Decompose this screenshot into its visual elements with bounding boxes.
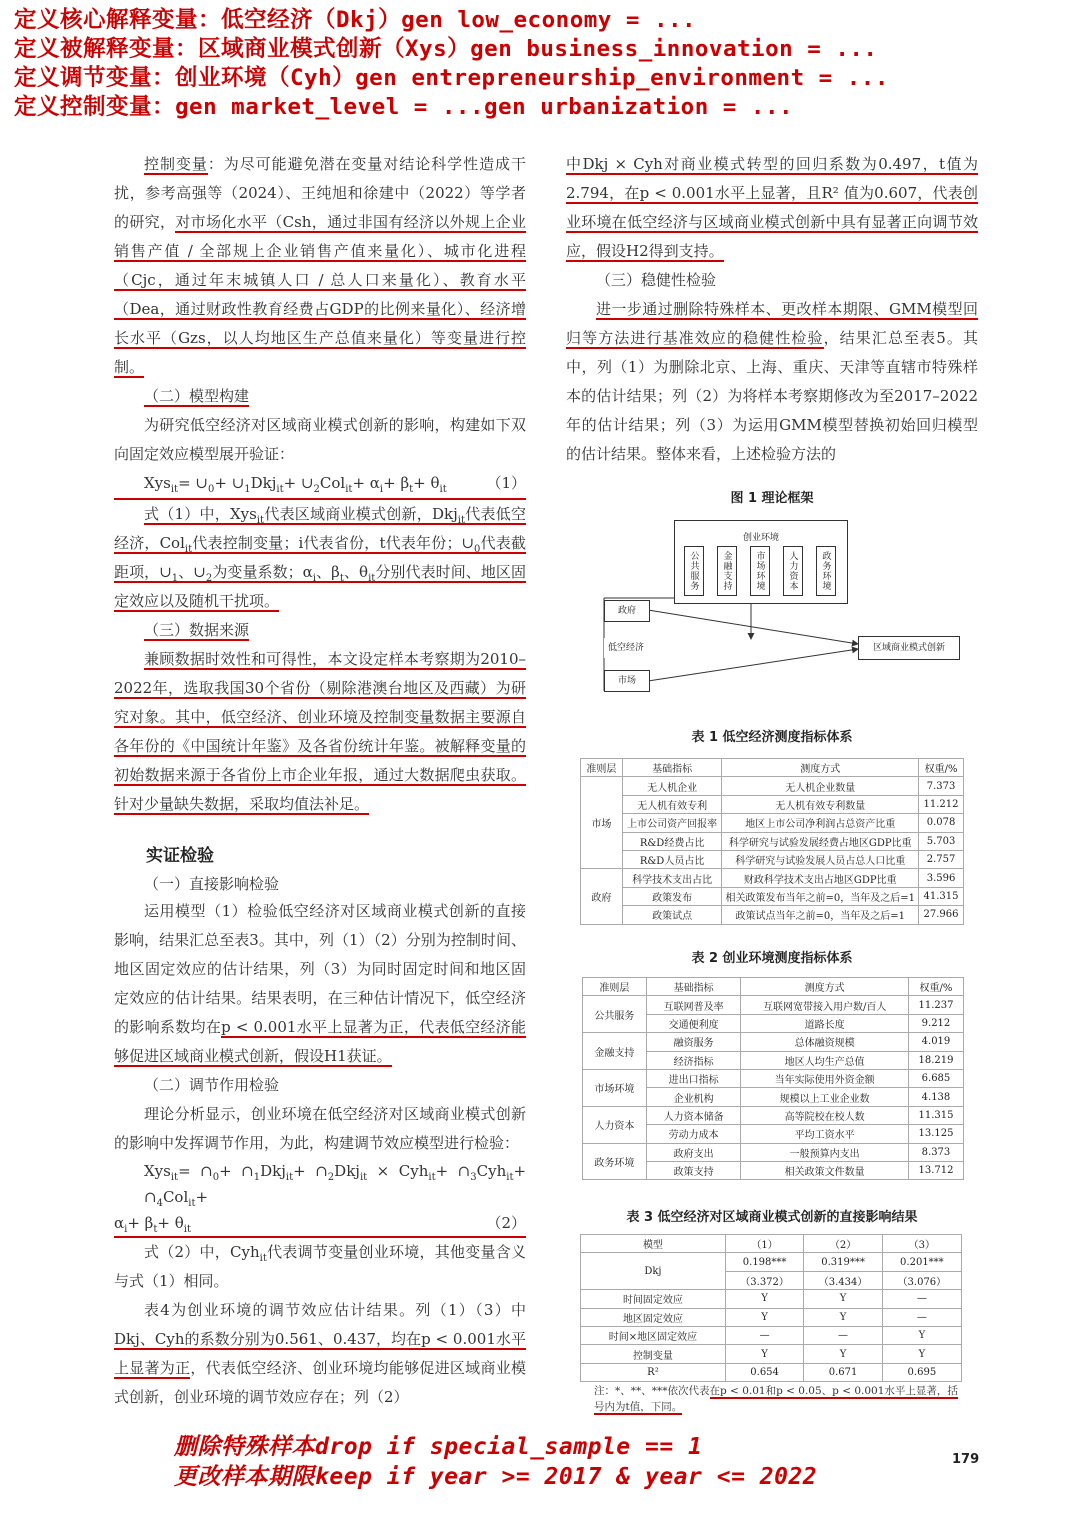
table-cell: 9.212 (908, 1014, 963, 1032)
table-header-cell: 准则层 (583, 978, 647, 996)
moderate-paragraph: 理论分析显示，创业环境在低空经济对区域商业模式创新的影响中发挥调节作用，为此，构建调节效应模型进行检验： (114, 1105, 526, 1152)
table-cell: 无人机有效专利数量 (722, 795, 919, 813)
table-cell: 41.315 (919, 887, 964, 905)
entrepreneurship-environment-label: 创业环境 (742, 533, 779, 543)
table-cell: 5.703 (919, 832, 964, 850)
env-item-human-capital: 人力资本 (783, 546, 803, 596)
group-cell: 金融支持 (583, 1033, 647, 1070)
table-cell: 27.966 (919, 906, 964, 924)
table-header-cell: 准则层 (581, 759, 623, 777)
equation-2-explanation: 式（2）中，Cyh$_{it}$代表调节变量创业环境，其他变量含义与式（1）相同。 (114, 1243, 526, 1290)
table-cell: 11.212 (919, 795, 964, 813)
table-cell: 平均工资水平 (741, 1125, 909, 1143)
table-cell: 高等院校在校人数 (741, 1106, 909, 1124)
table-row (581, 777, 964, 795)
control-variable-paragraph: 控制变量：为尽可能避免潜在变量对结论科学性造成干扰，参考高强等（2024）、王纯旭和徐建中（2022）等学者的研究，对市场化水平（Csh，通过非国有经济以外规上企业销售产值 / 全部规上企业销售产值来量化）、城市化进程（Cjc，通过年末城镇人口 / 总人口来量化）、教育水平（Dea，通过财政性教育经费占GDP的比例来量化）、经济增长水平（Gzs，以人均地区生产总值来量化）等变量进行控制。 (114, 155, 526, 376)
model-intro: 为研究低空经济对区域商业模式创新的影响，构建如下双向固定效应模型展开验证： (114, 416, 526, 463)
table-cell: 相关政策文件数量 (741, 1161, 909, 1179)
section-moderate-heading: （二）调节作用检验 (144, 1076, 280, 1094)
table-cell: Y (725, 1345, 803, 1363)
group-cell: 政务环境 (583, 1143, 647, 1180)
table-cell: Y (882, 1345, 961, 1363)
dkj-label-cell: Dkj (581, 1253, 726, 1290)
table-header-cell: 测度方式 (722, 759, 919, 777)
equation-1-explanation: 式（1）中，Xys$_{it}$代表区域商业模式创新，Dkj$_{it}$代表低空经济，Col$_{it}$代表控制变量；i代表省份，t代表年份；$\cup_0$代表截距项，$\cup_1$、$\cup_2$为变量系数；$\alpha_i$、$\beta_t$、$\theta_{it}$分别代表时间、地区固定效应以及随机干扰项。 (114, 505, 526, 610)
t-value-cell: （3.076） (882, 1271, 961, 1289)
equation-1-number: （1） (486, 474, 526, 492)
table-cell: 政策试点 (622, 906, 722, 924)
table-row (581, 814, 964, 832)
table-cell: 劳动力成本 (646, 1125, 741, 1143)
table-cell: Y (725, 1308, 803, 1326)
table-row (583, 1143, 964, 1161)
table-2 (582, 977, 964, 1180)
table-cell: 4.138 (908, 1088, 963, 1106)
coefficient-cell: 0.198*** (725, 1253, 803, 1271)
table-cell: 3.596 (919, 869, 964, 887)
table-3-title: 表 3 低空经济对区域商业模式创新的直接影响结果 (626, 1210, 918, 1225)
table-row (581, 1253, 962, 1271)
table-row (581, 1345, 962, 1363)
table-cell: Y (804, 1290, 882, 1308)
table-row (581, 887, 964, 905)
table-cell: 财政科学技术支出占地区GDP比重 (722, 869, 919, 887)
table-cell: 互联网宽带接入用户数/百人 (741, 996, 909, 1014)
table-3-note: 注：*、**、***依次代表在p < 0.01和p < 0.05、p < 0.001水平上显著，括号内为t值，下同。 (594, 1385, 958, 1413)
section-direct-heading: （一）直接影响检验 (144, 875, 280, 893)
env-item-finance: 金融支持 (717, 546, 737, 596)
annotation-top (14, 6, 889, 122)
table-header-cell: （1） (725, 1235, 803, 1253)
section-model-heading: （二）模型构建 (144, 387, 250, 405)
table-cell: 科学技术支出占比 (622, 869, 722, 887)
section-data-heading: （三）数据来源 (144, 621, 250, 639)
table-cell: Y (725, 1290, 803, 1308)
table-header-row (583, 978, 964, 996)
direct-effect-paragraph: 运用模型（1）检验低空经济对区域商业模式创新的直接影响，结果汇总至表3。其中，列（1）（2）分别为控制时间、地区固定效应的估计结果，列（3）为同时固定时间和地区固定效应的估计结果。结果表明，在三种估计情况下，低空经济的影响系数均在p < 0.001水平上显著为正，代表低空经济能够促进区域商业模式创新，假设H1获证。 (114, 902, 526, 1065)
group-cell: 市场环境 (583, 1069, 647, 1106)
table-1 (580, 758, 964, 925)
table-cell: 7.373 (919, 777, 964, 795)
group-cell: 人力资本 (583, 1106, 647, 1143)
table4-paragraph: 表4为创业环境的调节效应估计结果。列（1）（3）中Dkj、Cyh的系数分别为0.561、0.437，均在p < 0.001水平上显著为正，代表低空经济、创业环境均能够促进区域商业模式创新，创业环境的调节效应存在；列（2） (114, 1301, 526, 1406)
left-column (114, 150, 526, 1412)
table-cell: Y (804, 1308, 882, 1326)
table-cell: 政府支出 (646, 1143, 741, 1161)
group-cell: 政府 (581, 869, 623, 924)
table-cell: 总体融资规模 (741, 1033, 909, 1051)
table-cell: 地区固定效应 (581, 1308, 726, 1326)
table-row (581, 850, 964, 868)
env-item-public-service: 公共服务 (684, 546, 704, 596)
group-cell: 公共服务 (583, 996, 647, 1033)
annotation-line: 定义调节变量：创业环境（Cyh）gen entrepreneurship_environment = ... (14, 65, 889, 91)
moderate-result-paragraph: 中Dkj × Cyh对商业模式转型的回归系数为0.497，t值为2.794，在p < 0.001水平上显著，且R² 值为0.607，代表创业环境在低空经济与区域商业模式创新中具有显著正向调节效应，假设H2得到支持。 (566, 155, 978, 260)
government-box: 政府 (604, 600, 650, 622)
table-cell: 0.654 (725, 1363, 803, 1381)
annotation-bottom (174, 1432, 817, 1492)
table-cell: 科学研究与试验发展经费占地区GDP比重 (722, 832, 919, 850)
table-cell: 人力资本储备 (646, 1106, 741, 1124)
table-cell: 上市公司资产回报率 (622, 814, 722, 832)
coefficient-cell: 0.319*** (804, 1253, 882, 1271)
low-altitude-economy-label: 低空经济 (604, 638, 648, 658)
theory-framework-diagram (596, 516, 966, 706)
table-cell: 企业机构 (646, 1088, 741, 1106)
table-cell: 进出口指标 (646, 1069, 741, 1087)
table-cell: 11.315 (908, 1106, 963, 1124)
table-row (583, 996, 964, 1014)
table-cell: 8.373 (908, 1143, 963, 1161)
table-2-title: 表 2 创业环境测度指标体系 (691, 951, 853, 966)
table-cell: 政策支持 (646, 1161, 741, 1179)
table-cell: 18.219 (908, 1051, 963, 1069)
section-robust-heading: （三）稳健性检验 (596, 271, 717, 289)
table-cell: 相关政策发布当年之前=0，当年及之后=1 (722, 887, 919, 905)
table-cell: R² (581, 1363, 726, 1381)
table-row (581, 832, 964, 850)
table-cell: R&D经费占比 (622, 832, 722, 850)
table-cell: — (725, 1326, 803, 1344)
table-cell: 0.671 (804, 1363, 882, 1381)
table-cell: 0.078 (919, 814, 964, 832)
table-header-cell: 测度方式 (741, 978, 909, 996)
table-cell: 0.695 (882, 1363, 961, 1381)
env-item-government-affairs: 政务环境 (816, 546, 836, 596)
equation-1: $Xys_{it}= \cup_0+$ $\cup_1Dkj_{it}+$ $\cup_2Col_{it}+ \alpha_i+ \beta_t+ \theta_{it}$ （1） (114, 469, 526, 500)
table-cell: 6.685 (908, 1069, 963, 1087)
table-row (581, 1308, 962, 1326)
data-source-paragraph: 兼顾数据时效性和可得性，本文设定样本考察期为2010–2022年，选取我国30个省份（剔除港澳台地区及西藏）为研究对象。其中，低空经济、创业环境及控制变量数据主要源自各年份的《中国统计年鉴》及各省份统计年鉴。被解释变量的初始数据来源于各省份上市企业年报，通过大数据爬虫获取。针对少量缺失数据，采取均值法补足。 (114, 650, 526, 813)
table-cell: Y (882, 1326, 961, 1344)
table-cell: 13.712 (908, 1161, 963, 1179)
table-cell: 道路长度 (741, 1014, 909, 1032)
table-row (581, 1290, 962, 1308)
table-header-cell: 基础指标 (622, 759, 722, 777)
table-row (583, 1106, 964, 1124)
table-cell: 控制变量 (581, 1345, 726, 1363)
figure-1-title: 图 1 理论框架 (730, 491, 814, 506)
equation-2: $Xys_{it}= \cap_0+$ $\cap_1Dkj_{it}+$ $\cap_2Dkj_{it} \times Cyh_{it}+$ $\cap_3Cyh_{it}+$ $\cap_4Col_{it}+$ $\alpha_i+ \beta_t+ \theta_{it}$ （2） (114, 1158, 526, 1238)
table-cell: 4.019 (908, 1033, 963, 1051)
table-cell: 当年实际使用外资金额 (741, 1069, 909, 1087)
table-header-cell: （3） (882, 1235, 961, 1253)
table-3 (580, 1234, 962, 1382)
env-item-market: 市场环境 (750, 546, 770, 596)
table-row (583, 1069, 964, 1087)
table-cell: 一般预算内支出 (741, 1143, 909, 1161)
table-cell: 2.757 (919, 850, 964, 868)
table-cell: 互联网普及率 (646, 996, 741, 1014)
annotation-line: 定义核心解释变量：低空经济（Dkj）gen low_economy = ... (14, 7, 697, 33)
group-cell: 市场 (581, 777, 623, 869)
table-cell: 时间×地区固定效应 (581, 1326, 726, 1344)
market-box: 市场 (604, 670, 650, 692)
table-row (583, 1033, 964, 1051)
table-cell: 13.125 (908, 1125, 963, 1143)
table-header-cell: 模型 (581, 1235, 726, 1253)
table-cell: — (882, 1290, 961, 1308)
table-cell: 无人机企业数量 (722, 777, 919, 795)
table-header-row (581, 1235, 962, 1253)
table-cell: 经济指标 (646, 1051, 741, 1069)
table-cell: 11.237 (908, 996, 963, 1014)
table-row (581, 1363, 962, 1381)
table-cell: — (882, 1308, 961, 1326)
table-cell: 无人机企业 (622, 777, 722, 795)
table-cell: 政策试点当年之前=0，当年及之后=1 (722, 906, 919, 924)
table-row (581, 906, 964, 924)
table-row (581, 1326, 962, 1344)
table-cell: — (804, 1326, 882, 1344)
empirical-heading: 实证检验 (146, 846, 214, 866)
annotation-line: 定义被解释变量：区域商业模式创新（Xys）gen business_innovation = ... (14, 36, 878, 62)
table-cell: 交通便利度 (646, 1014, 741, 1032)
table-cell: 融资服务 (646, 1033, 741, 1051)
page-number: 179 (952, 1452, 980, 1467)
table-header-cell: （2） (804, 1235, 882, 1253)
table-header-cell: 基础指标 (646, 978, 741, 996)
robust-paragraph: 进一步通过删除特殊样本、更改样本期限、GMM模型回归等方法进行基准效应的稳健性检验，结果汇总至表5。其中，列（1）为删除北京、上海、重庆、天津等直辖市特殊样本的估计结果；列（2）为将样本考察期修改为至2017–2022年的估计结果；列（3）为运用GMM模型替换初始回归模型的估计结果。整体来看，上述检验方法的 (566, 300, 978, 463)
table-cell: 政策发布 (622, 887, 722, 905)
equation-2-number: （2） (486, 1214, 526, 1232)
table-header-row (581, 759, 964, 777)
table-cell: Y (804, 1345, 882, 1363)
table-header-cell: 权重/% (919, 759, 964, 777)
table-cell: 地区上市公司净利润占总资产比重 (722, 814, 919, 832)
t-value-cell: （3.434） (804, 1271, 882, 1289)
coefficient-cell: 0.201*** (882, 1253, 961, 1271)
table-cell: 无人机有效专利 (622, 795, 722, 813)
table-cell: 地区人均生产总值 (741, 1051, 909, 1069)
table-row (581, 869, 964, 887)
table-cell: R&D人员占比 (622, 850, 722, 868)
table-row (581, 795, 964, 813)
right-column (566, 150, 978, 469)
table-1-title: 表 1 低空经济测度指标体系 (691, 730, 853, 745)
annotation-line: 定义控制变量：gen market_level = ...gen urbanization = ... (14, 94, 794, 120)
table-cell: 科学研究与试验发展人员占总人口比重 (722, 850, 919, 868)
annotation-line: 更改样本期限keep if year >= 2017 & year <= 2022 (174, 1464, 818, 1490)
annotation-line: 删除特殊样本drop if special_sample == 1 (174, 1434, 703, 1460)
t-value-cell: （3.372） (725, 1271, 803, 1289)
regional-business-model-innovation-box: 区域商业模式创新 (858, 636, 960, 660)
table-header-cell: 权重/% (908, 978, 963, 996)
table-cell: 时间固定效应 (581, 1290, 726, 1308)
table-cell: 规模以上工业企业数 (741, 1088, 909, 1106)
